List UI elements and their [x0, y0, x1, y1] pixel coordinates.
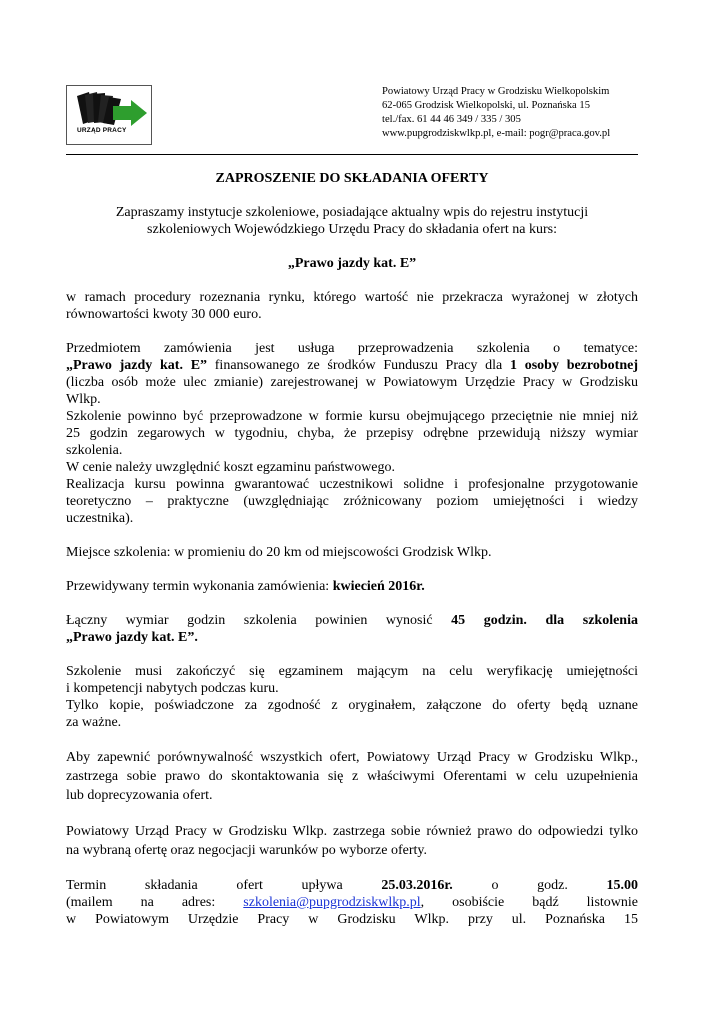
paragraph-line: zastrzega sobie prawo do skontaktowania się z właściwymi Oferentami w celu uzupełnienia	[66, 769, 638, 784]
deadline-line: w Powiatowym Urzędzie Pracy w Grodzisku Wlkp. przy ul. Poznańska 15	[66, 912, 638, 927]
office-address: 62-065 Grodzisk Wielkopolski, ul. Poznańska 15	[382, 100, 590, 111]
paragraph-line: Szkolenie powinno być przeprowadzone w formie kursu obejmującego przeciętnie nie mniej niż	[66, 409, 638, 424]
paragraph-line: (liczba osób może ulec zmianie) zarejestrowanej w Powiatowym Urzędzie Pracy w Grodzisku	[66, 375, 638, 390]
office-web-email: www.pupgrodziskwlkp.pl, e-mail: pogr@praca.gov.pl	[382, 128, 611, 139]
hours-line: Łączny wymiar godzin szkolenia powinien wynosić 45 godzin. dla szkolenia	[66, 613, 638, 628]
course-title: „Prawo jazdy kat. E”	[287, 256, 417, 271]
paragraph-line: Tylko kopie, poświadczone za zgodność z oryginałem, załączone do oferty będą uznane	[66, 698, 638, 713]
logo-cards-arrow-icon	[67, 86, 151, 144]
paragraph-line: teoretyczno – praktyczne (uwzględniając zróżnicowany poziom umiejętności i wiedzy	[66, 494, 638, 509]
training-place: Miejsce szkolenia: w promieniu do 20 km od miejscowości Grodzisk Wlkp.	[66, 545, 492, 560]
office-address-block	[382, 85, 610, 141]
paragraph-line: Przedmiotem zamówienia jest usługa przeprowadzenia szkolenia o tematyce:	[66, 341, 638, 356]
intro-line-1: Zapraszamy instytucje szkoleniowe, posiadające aktualny wpis do rejestru instytucji	[115, 205, 589, 220]
urzad-pracy-logo	[66, 85, 152, 145]
deadline-line: (mailem na adres: szkolenia@pupgrodziskwlkp.pl, osobiście bądź listownie	[66, 895, 638, 910]
document-body	[66, 170, 638, 928]
intro-line-2: szkoleniowych Wojewódzkiego Urzędu Pracy do składania ofert na kurs:	[147, 222, 557, 237]
office-name: Powiatowy Urząd Pracy w Grodzisku Wielkopolskim	[382, 86, 610, 97]
paragraph-line: równowartości kwoty 30 000 euro.	[66, 307, 262, 322]
email-link[interactable]: szkolenia@pupgrodziskwlkp.pl	[243, 895, 421, 910]
hours-course: „Prawo jazdy kat. E”.	[66, 630, 198, 645]
paragraph-line: na wybraną ofertę oraz negocjacji warunków po wyborze oferty.	[66, 843, 427, 858]
training-term: Przewidywany termin wykonania zamówienia: kwiecień 2016r.	[66, 579, 425, 594]
logo-text: URZĄD PRACY	[77, 127, 127, 134]
deadline-line: Termin składania ofert upływa 25.03.2016r. o godz. 15.00	[66, 878, 638, 893]
paragraph-line: i kompetencji nabytych podczas kuru.	[66, 681, 279, 696]
paragraph-line: Aby zapewnić porównywalność wszystkich ofert, Powiatowy Urząd Pracy w Grodzisku Wlkp.,	[66, 750, 638, 765]
paragraph-line: za ważne.	[66, 715, 122, 730]
paragraph-line: Realizacja kursu powinna gwarantować uczestnikowi solidne i profesjonalne przygotowanie	[66, 477, 638, 492]
paragraph-line: W cenie należy uwzględnić koszt egzaminu państwowego.	[66, 460, 396, 475]
paragraph-line: Wlkp.	[66, 392, 101, 407]
paragraph-line: 25 godzin zegarowych w tygodniu, chyba, że przepisy odrębne przewidują niższy wymiar	[66, 426, 638, 441]
paragraph-line: lub doprecyzowania ofert.	[66, 788, 213, 803]
paragraph-line: Powiatowy Urząd Pracy w Grodzisku Wlkp. zastrzega sobie również prawo do odpowiedzi tylko	[66, 824, 638, 839]
paragraph-line: szkolenia.	[66, 443, 123, 458]
paragraph-line: w ramach procedury rozeznania rynku, którego wartość nie przekracza wyrażonej w złotych	[66, 290, 638, 305]
paragraph-line: „Prawo jazdy kat. E” finansowanego ze środków Funduszu Pracy dla 1 osoby bezrobotnej	[66, 358, 638, 373]
document-title: ZAPROSZENIE DO SKŁADANIA OFERTY	[215, 171, 489, 186]
header-divider	[66, 154, 638, 155]
office-phone: tel./fax. 61 44 46 349 / 335 / 305	[382, 114, 521, 125]
paragraph-line: Szkolenie musi zakończyć się egzaminem mającym na celu weryfikację umiejętności	[66, 664, 638, 679]
paragraph-line: uczestnika).	[66, 511, 134, 526]
